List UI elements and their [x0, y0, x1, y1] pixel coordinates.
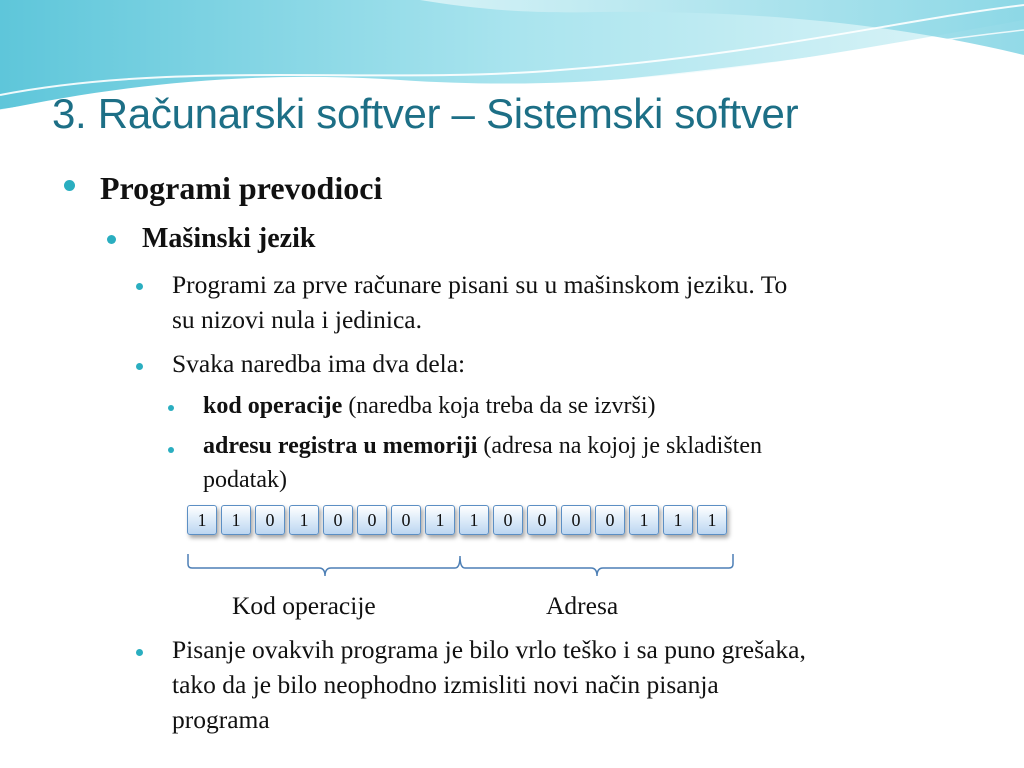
bullet-icon	[136, 649, 143, 656]
bit-cell: 0	[391, 505, 421, 535]
bit-cell: 0	[527, 505, 557, 535]
item-adresa-registra	[203, 433, 762, 460]
bullet-icon	[136, 363, 143, 370]
paragraph-line: tako da je bilo neophodno izmisliti novi način pisanja	[172, 670, 719, 699]
brace-bracket	[185, 552, 740, 582]
paragraph-line: Svaka naredba ima dva dela:	[172, 349, 466, 378]
slide-title: 3. Računarski softver – Sistemski softver	[52, 90, 799, 137]
bit-cell: 0	[595, 505, 625, 535]
bullet-icon	[136, 283, 143, 290]
bit-cell: 1	[187, 505, 217, 535]
paragraph-line: Programi za prve računare pisani su u mašinskom jeziku. To	[172, 270, 788, 299]
label-adresa: Adresa	[546, 591, 619, 620]
paragraph-line: su nizovi nula i jedinica.	[172, 305, 422, 334]
label-kod-operacije: Kod operacije	[232, 591, 376, 620]
bit-cell: 0	[357, 505, 387, 535]
bit-cell: 1	[459, 505, 489, 535]
bit-cell: 0	[561, 505, 591, 535]
item-rest: (adresa na kojoj je skladišten	[477, 433, 762, 459]
bit-cell: 1	[425, 505, 455, 535]
paragraph-line: Pisanje ovakvih programa je bilo vrlo teško i sa puno grešaka,	[172, 635, 806, 664]
bit-cell: 1	[663, 505, 693, 535]
bit-cell: 1	[629, 505, 659, 535]
paragraph-line: podatak)	[203, 467, 287, 493]
bit-cell: 0	[255, 505, 285, 535]
bullet-icon	[64, 180, 75, 191]
bullet-icon	[168, 405, 174, 411]
item-rest: (naredba koja treba da se izvrši)	[342, 393, 656, 419]
paragraph-line: programa	[172, 705, 270, 734]
bit-cell: 0	[493, 505, 523, 535]
bullet-icon	[168, 447, 174, 453]
item-bold: kod operacije	[203, 393, 343, 419]
bit-cell: 1	[289, 505, 319, 535]
bit-cell: 1	[697, 505, 727, 535]
heading-programi-prevodioci: Programi prevodioci	[100, 170, 383, 206]
bit-cell: 0	[323, 505, 353, 535]
bit-cell: 1	[221, 505, 251, 535]
bullet-icon	[107, 235, 116, 244]
item-kod-operacije	[203, 393, 656, 420]
binary-instruction	[187, 505, 731, 535]
subheading-masinski-jezik: Mašinski jezik	[142, 223, 316, 254]
item-bold: adresu registra u memoriji	[203, 433, 478, 459]
